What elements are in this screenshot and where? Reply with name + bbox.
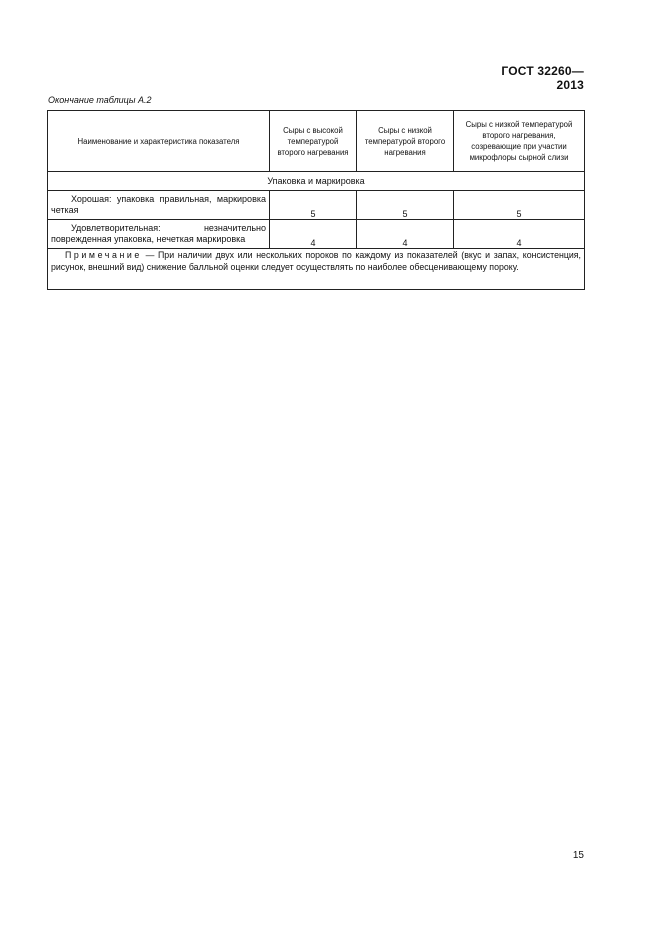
score-cell: 5 xyxy=(357,191,454,220)
table-caption: Окончание таблицы А.2 xyxy=(48,95,152,105)
column-header: Сыры с низкой температурой второго нагревания, созревающие при участии микрофлоры сырной слизи xyxy=(454,111,585,172)
page-number: 15 xyxy=(572,850,584,861)
table-row xyxy=(48,191,585,220)
row-name-text: Хорошая: упаковка правильная, маркировка четкая xyxy=(51,194,266,215)
column-header: Сыры с высокой температурой второго нагревания xyxy=(270,111,357,172)
indicator-table xyxy=(47,110,585,290)
note-row xyxy=(48,249,585,290)
row-name xyxy=(48,191,270,220)
note-lead: Примечание xyxy=(65,250,142,260)
table-header-row xyxy=(48,111,585,172)
score-cell: 4 xyxy=(270,220,357,249)
row-name-text: Удовлетворительная: незначительно поврежденная упаковка, нечеткая маркировка xyxy=(51,223,266,244)
section-row xyxy=(48,172,585,191)
score-cell: 4 xyxy=(357,220,454,249)
score-cell: 5 xyxy=(270,191,357,220)
note-text: — При наличии двух или нескольких пороков по каждому из показателей (вкус и запах, консистенция, рисунок, внешний вид) снижение балльной оценки следует осуществлять по наиболее обесценивающему пороку. xyxy=(51,250,581,272)
standard-code: ГОСТ 32260—2013 xyxy=(501,64,584,92)
score-cell: 4 xyxy=(454,220,585,249)
column-header: Сыры с низкой температурой второго нагревания xyxy=(357,111,454,172)
section-title: Упаковка и маркировка xyxy=(48,172,585,191)
score-cell: 5 xyxy=(454,191,585,220)
column-header: Наименование и характеристика показателя xyxy=(48,111,270,172)
row-name xyxy=(48,220,270,249)
table-note xyxy=(48,249,585,290)
table-row xyxy=(48,220,585,249)
